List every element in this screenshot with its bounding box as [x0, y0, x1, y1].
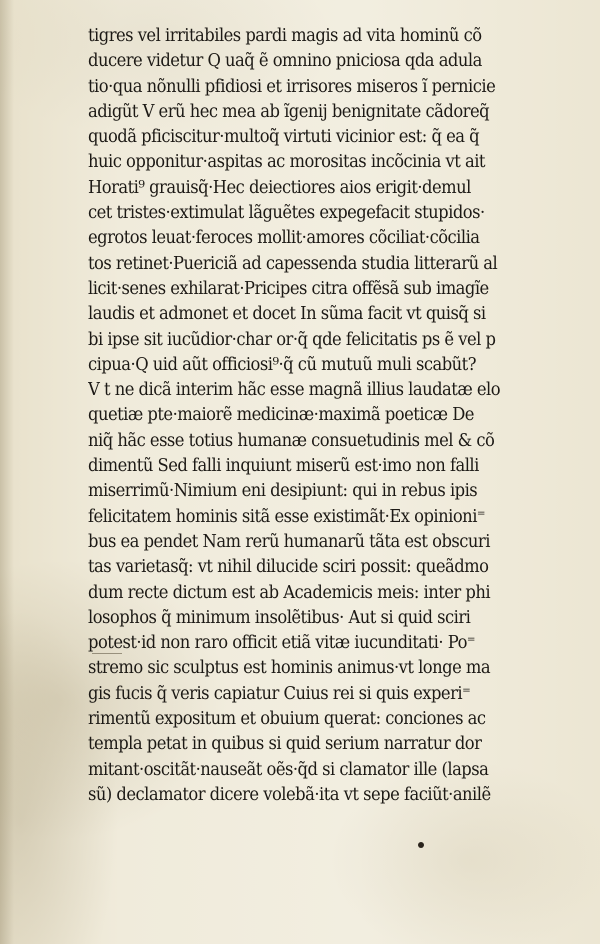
- text-line-17: niq̃ hãc esse totius humanæ consuetudinis mel & cõ: [88, 430, 495, 451]
- text-line-18: dimentũ Sed falli inquiunt miserũ est·imo non falli: [88, 456, 479, 477]
- text-line-9: egrotos leuat·feroces mollit·amores cõciliat·cõcilia: [88, 228, 480, 249]
- text-line-28: rimentũ expositum et obuium querat: conciones ac: [88, 709, 486, 730]
- text-line-30: mitant·oscitãt·nauseãt oẽs·q̃d si clamator ille (lapsa: [88, 759, 489, 780]
- text-line-15: V t ne dicã interim hãc esse magnã illius laudatæ elo: [88, 380, 501, 401]
- text-line-7: Horati⁹ grauisq̃·Hec deiectiores aios erigit·demul: [88, 177, 471, 198]
- text-line-5: quodã pficiscitur·multoq̃ virtuti vicinior est: q̃ ea q̃: [88, 127, 480, 148]
- text-line-14: cipua·Q uid aũt officiosi⁹·q̃ cũ mutuũ muli scabũt?: [88, 354, 476, 375]
- text-line-20: felicitatem hominis sitã esse existimãt·Ex opinioni⁼: [88, 506, 486, 527]
- text-line-13: bi ipse sit iucũdior·char or·q̃ qde felicitatis ps ẽ vel p: [88, 329, 496, 350]
- text-line-21: bus ea pendet Nam rerũ humanarũ tãta est obscuri: [88, 531, 490, 552]
- text-line-2: ducere videtur Q uaq̃ ẽ omnino pniciosa qda adula: [88, 51, 482, 72]
- text-line-6: huic opponitur·aspitas ac morositas incõcinia vt ait: [88, 152, 485, 173]
- text-line-11: licit·senes exhilarat·Pricipes citra offẽsã sub imagĩe: [88, 278, 489, 299]
- text-line-16: quetiæ pte·maiorẽ medicinæ·maximã poeticæ De: [88, 405, 474, 426]
- text-line-23: dum recte dictum est ab Academicis meis: inter phi: [88, 582, 491, 603]
- text-line-1: tigres vel irritabiles pardi magis ad vita hominũ cõ: [88, 26, 482, 46]
- text-line-4: adigũt V erũ hec mea ab ĩgenij benignitate cãdoreq̃: [88, 101, 490, 122]
- text-line-24: losophos q̃ minimum insolẽtibus· Aut si quid sciri: [88, 607, 471, 628]
- text-line-19: miserrimũ·Nimium eni desipiunt: qui in rebus ipis: [88, 481, 478, 502]
- text-line-8: cet tristes·extimulat lãguẽtes expegefacit stupidos·: [88, 203, 485, 224]
- text-line-10: tos retinet·Puericiã ad capessenda studia litterarũ al: [88, 253, 498, 274]
- text-line-3: tio·qua nõnulli pfidiosi et irrisores miseros ĩ pernicie: [88, 76, 496, 97]
- text-line-29: templa petat in quibus si quid serium narratur dor: [88, 734, 482, 755]
- text-line-22: tas varietasq̃: vt nihil dilucide sciri possit: queãdmo: [88, 557, 489, 578]
- text-line-27: gis fucis q̃ veris capiatur Cuius rei si quis experi⁼: [88, 683, 471, 704]
- text-line-31: sũ) declamator dicere volebã·ita vt sepe faciũt·anilẽ: [88, 784, 491, 805]
- signature-mark: [418, 842, 424, 848]
- text-line-12: laudis et admonet et docet In sũma facit vt quisq̃ si: [88, 304, 486, 325]
- page-gutter-shadow: [0, 0, 14, 944]
- text-line-26: stremo sic sculptus est hominis animus·vt longe ma: [88, 658, 491, 679]
- text-line-25: potest·id non raro officit etiã vitæ iucunditati· Po⁼: [88, 633, 476, 654]
- text-block: [88, 24, 572, 808]
